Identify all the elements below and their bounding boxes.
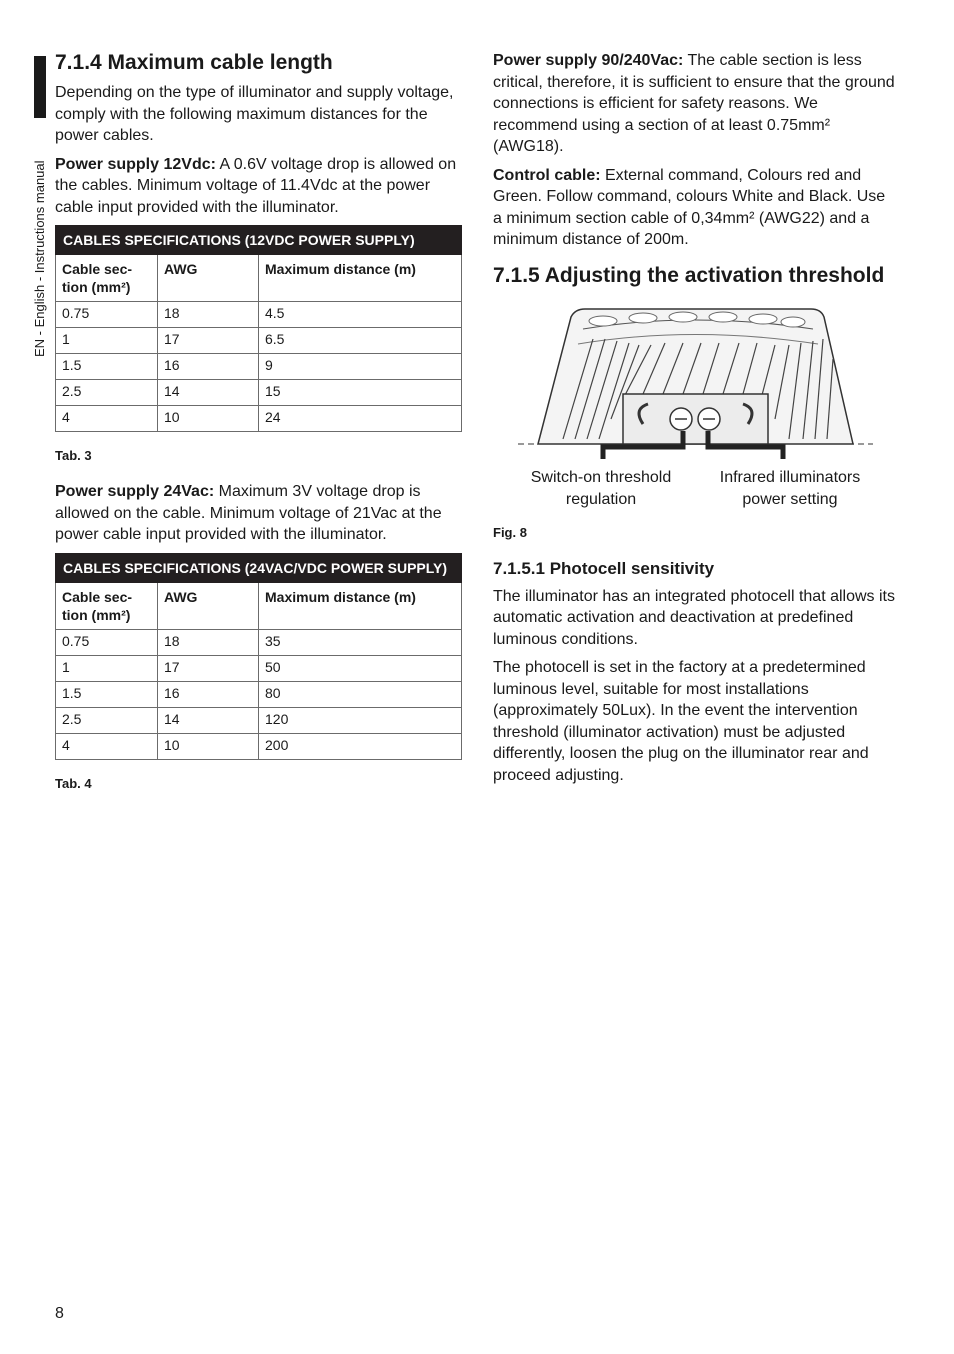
cell-distance: 4.5 [259,302,462,328]
table-row [56,733,462,759]
table-label: Tab. 3 [55,448,92,463]
col-header-distance: Maximum distance (m) [259,255,462,302]
power-24v-text: Maximum 3V voltage drop is allowed on the cable. Minimum voltage of 21Vac at the power cable input provided with the illuminator. [55,483,442,543]
cell-distance: 120 [259,707,462,733]
left-column [55,50,462,809]
subsection-heading: 7.1.5.1 Photocell sensitivity [493,558,715,578]
photocell-paragraph-2: The photocell is set in the factory at a predetermined luminous level, suitable for most installations (approximately 50Lux). In the event the intervention threshold (illuminator activation) must be adjusted differently, loosen the plug on the illuminator rear and proceed adjusting. [493,659,869,784]
cell-distance: 50 [259,655,462,681]
table-row [56,380,462,406]
table-row [56,354,462,380]
cell-section: 4 [56,406,158,432]
cell-awg: 10 [158,406,259,432]
table-label: Tab. 4 [55,775,92,791]
cell-section: 1.5 [56,681,158,707]
col-header-awg: AWG [158,255,259,302]
table-caption: CABLES SPECIFICATIONS (12VDC POWER SUPPLY) [56,226,462,255]
cell-awg: 18 [158,302,259,328]
table-row [56,302,462,328]
table-row [56,655,462,681]
cable-table-12v [55,225,462,432]
cell-section: 1 [56,328,158,354]
cell-distance: 6.5 [259,328,462,354]
cell-section: 0.75 [56,629,158,655]
cable-table-24v [55,553,462,760]
side-label: EN - English - Instructions manual [32,160,47,357]
section-marker-bar [34,56,46,118]
cell-distance: 24 [259,406,462,432]
cell-section: 2.5 [56,380,158,406]
cell-awg: 16 [158,354,259,380]
right-column [493,50,898,793]
page-number: 8 [55,1305,64,1322]
cell-awg: 14 [158,380,259,406]
cell-distance: 15 [259,380,462,406]
cell-awg: 16 [158,681,259,707]
cell-section: 1 [56,655,158,681]
cell-distance: 9 [259,354,462,380]
control-cable-label: Control cable: [493,166,601,184]
cell-section: 1.5 [56,354,158,380]
cell-section: 2.5 [56,707,158,733]
intro-paragraph: Depending on the type of illuminator and supply voltage, comply with the following maximum distances for the power cables. [55,84,454,144]
col-header-distance: Maximum distance (m) [259,582,462,629]
control-cable-text: External command, Colours red and Green. Follow command, colours White and Black. Use a minimum section cable of 0,34mm² (AWG22) and a minimum distance of 200m. [493,166,886,248]
table-row [56,629,462,655]
cell-distance: 200 [259,733,462,759]
power-setting-label: Infrared illuminators power setting [719,468,861,508]
cell-distance: 35 [259,629,462,655]
control-cable-paragraph [493,165,898,251]
power-24v-label: Power supply 24Vac: [55,483,215,500]
col-header-section: Cable sec-tion (mm²) [56,582,158,629]
power-90-240v-label: Power supply 90/240Vac: [493,52,684,69]
section-heading: 7.1.5 Adjusting the activation threshold [493,263,885,287]
cell-awg: 17 [158,328,259,354]
power-12v-label: Power supply 12Vdc: [55,155,216,173]
table-row [56,707,462,733]
table-caption: CABLES SPECIFICATIONS (24VAC/VDC POWER SUPPLY) [56,553,462,582]
power-24v-paragraph [55,481,462,546]
cell-distance: 80 [259,681,462,707]
figure-number: Fig. 8 [493,524,527,540]
power-12v-text: A 0.6V voltage drop is allowed on the cables. Minimum voltage of 11.4Vdc at the power cable input provided with the illuminator. [55,155,457,216]
power-90-240v-paragraph [493,50,898,158]
col-header-section: Cable sec-tion (mm²) [56,255,158,302]
cell-awg: 10 [158,733,259,759]
figure-illuminator-rear [493,299,898,519]
photocell-paragraph-1: The illuminator has an integrated photocell that allows its automatic activation and deactivation at predefined luminous conditions. [493,587,895,648]
table-row [56,681,462,707]
cell-section: 4 [56,733,158,759]
col-header-awg: AWG [158,582,259,629]
cell-awg: 18 [158,629,259,655]
power-90-240v-text: The cable section is less critical, therefore, it is sufficient to ensure that the ground connections is efficient for safety reasons. We recommend using a section of at least 0.75mm² (AWG18). [493,52,895,155]
section-heading: 7.1.4 Maximum cable length [55,51,333,74]
cell-section: 0.75 [56,302,158,328]
threshold-regulation-label: Switch-on threshold regulation [530,468,672,508]
power-12v-paragraph [55,154,462,219]
table-row [56,406,462,432]
cell-awg: 17 [158,655,259,681]
table-row [56,328,462,354]
cell-awg: 14 [158,707,259,733]
illuminator-drawing [493,299,898,459]
